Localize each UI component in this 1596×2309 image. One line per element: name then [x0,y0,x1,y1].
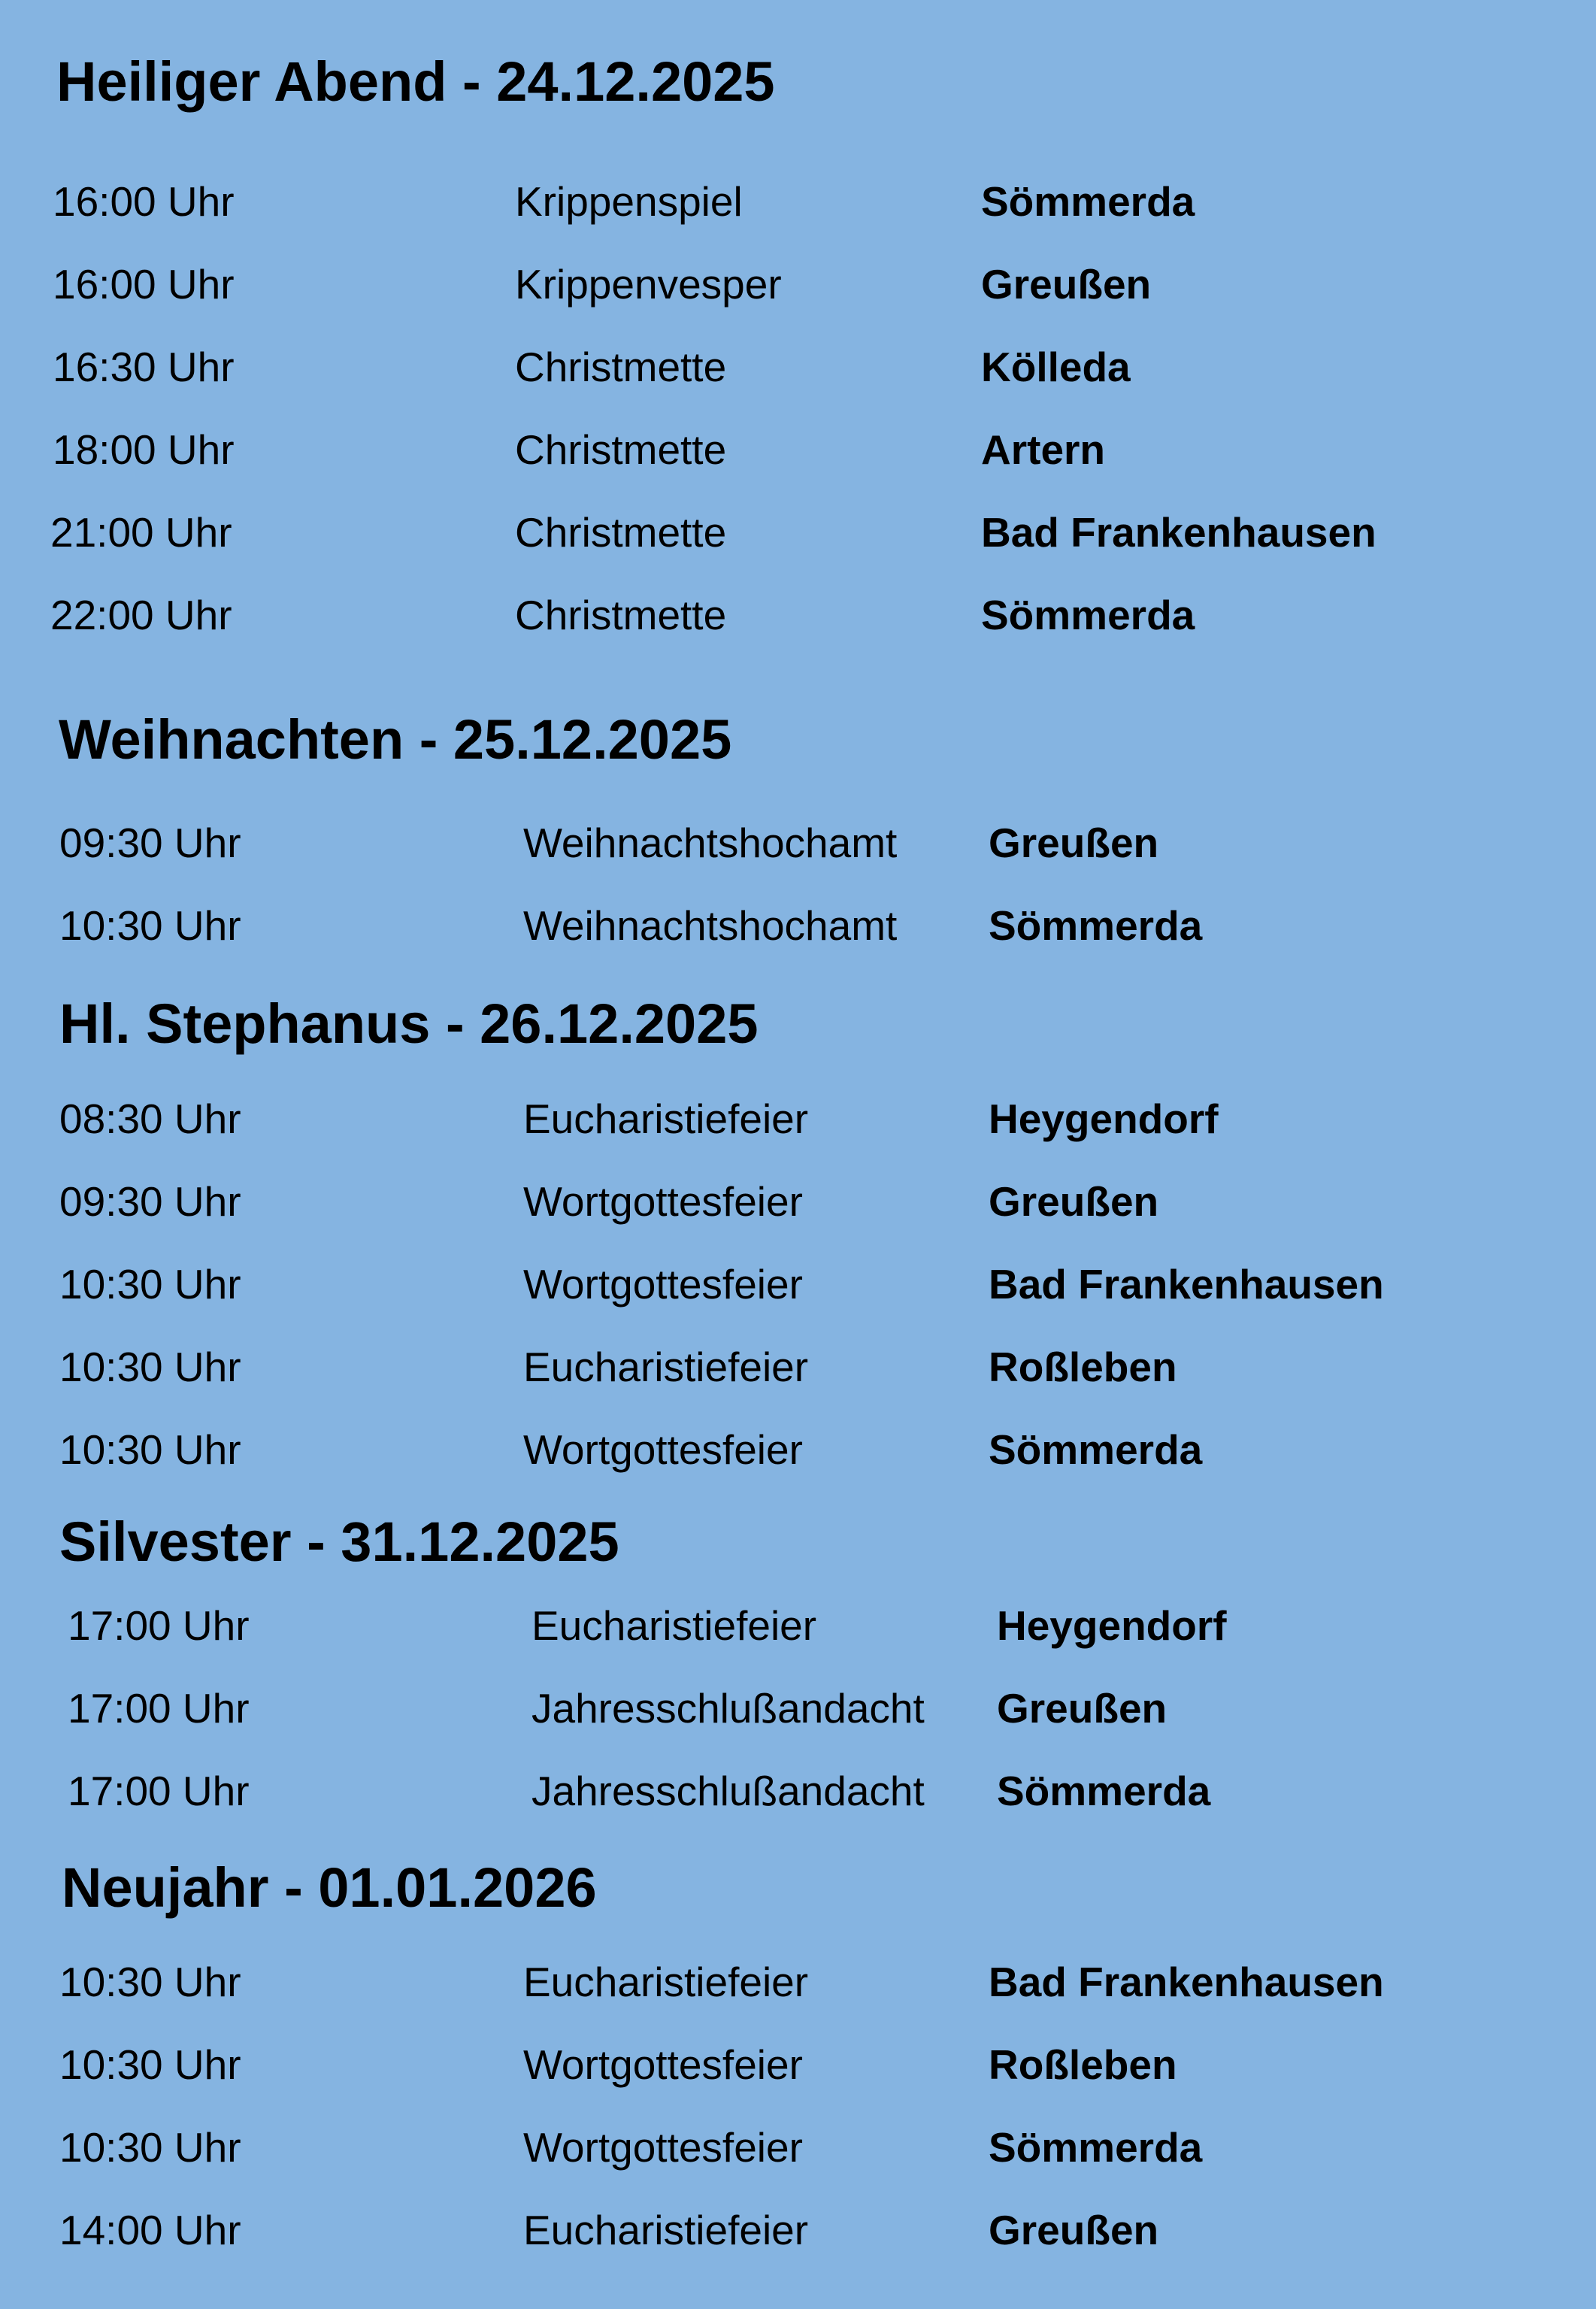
event-time: 09:30 Uhr [59,1178,241,1225]
event-service: Eucharistiefeier [523,1344,809,1390]
event-service: Christmette [515,592,727,638]
section-heading: Weihnachten - 25.12.2025 [59,708,732,771]
event-service: Wortgottesfeier [523,1426,803,1473]
event-service: Jahresschlußandacht [531,1768,925,1814]
event-location: Sömmerda [981,178,1195,225]
event-location: Greußen [997,1685,1167,1732]
section-heading: Hl. Stephanus - 26.12.2025 [59,992,759,1055]
event-time: 22:00 Uhr [50,592,232,638]
event-location: Roßleben [989,1344,1177,1390]
event-time: 10:30 Uhr [59,2124,241,2171]
event-location: Greußen [989,820,1159,866]
event-location: Sömmerda [989,902,1203,949]
event-location: Sömmerda [989,2124,1203,2171]
event-service: Krippenvesper [515,261,782,308]
event-service: Eucharistiefeier [523,1095,809,1142]
event-location: Kölleda [981,344,1131,390]
event-location: Sömmerda [989,1426,1203,1473]
event-service: Wortgottesfeier [523,2041,803,2088]
event-time: 09:30 Uhr [59,820,241,866]
event-time: 10:30 Uhr [59,2041,241,2088]
event-service: Christmette [515,426,727,473]
event-location: Sömmerda [981,592,1195,638]
event-location: Artern [981,426,1106,473]
event-location: Bad Frankenhausen [989,1261,1384,1308]
event-time: 10:30 Uhr [59,1344,241,1390]
event-time: 17:00 Uhr [68,1768,250,1814]
event-location: Heygendorf [989,1095,1219,1142]
event-service: Eucharistiefeier [523,1959,809,2005]
section-heading: Neujahr - 01.01.2026 [62,1856,597,1919]
event-time: 21:00 Uhr [50,509,232,556]
event-time: 16:00 Uhr [53,178,235,225]
event-location: Greußen [989,1178,1159,1225]
event-time: 17:00 Uhr [68,1602,250,1649]
event-service: Wortgottesfeier [523,1261,803,1308]
event-service: Wortgottesfeier [523,1178,803,1225]
event-location: Heygendorf [997,1602,1227,1649]
section-heading: Silvester - 31.12.2025 [59,1511,619,1573]
event-service: Wortgottesfeier [523,2124,803,2171]
event-service: Eucharistiefeier [523,2207,809,2253]
event-location: Bad Frankenhausen [989,1959,1384,2005]
event-time: 08:30 Uhr [59,1095,241,1142]
event-location: Bad Frankenhausen [981,509,1376,556]
event-service: Eucharistiefeier [531,1602,817,1649]
event-service: Christmette [515,344,727,390]
event-time: 10:30 Uhr [59,1959,241,2005]
event-location: Roßleben [989,2041,1177,2088]
event-location: Greußen [981,261,1152,308]
event-time: 10:30 Uhr [59,1426,241,1473]
event-location: Sömmerda [997,1768,1211,1814]
event-service: Christmette [515,509,727,556]
event-time: 16:00 Uhr [53,261,235,308]
event-time: 10:30 Uhr [59,902,241,949]
event-time: 17:00 Uhr [68,1685,250,1732]
event-time: 18:00 Uhr [53,426,235,473]
event-service: Jahresschlußandacht [531,1685,925,1732]
event-time: 14:00 Uhr [59,2207,241,2253]
event-service: Weihnachtshochamt [523,902,898,949]
section-heading: Heiliger Abend - 24.12.2025 [56,50,775,113]
event-time: 16:30 Uhr [53,344,235,390]
event-service: Weihnachtshochamt [523,820,898,866]
event-time: 10:30 Uhr [59,1261,241,1308]
event-location: Greußen [989,2207,1159,2253]
event-service: Krippenspiel [515,178,743,225]
